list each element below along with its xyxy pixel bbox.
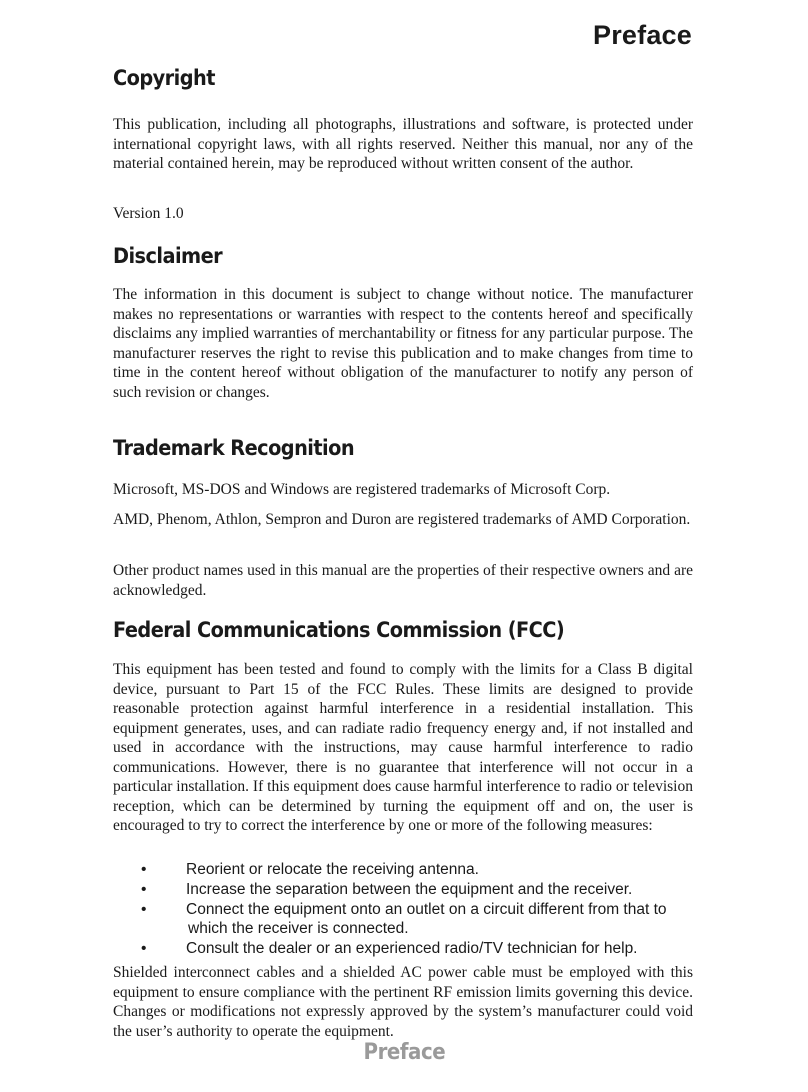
list-item-continuation: which the receiver is connected. [188,920,409,938]
trademark-heading: Trademark Recognition [113,436,355,460]
list-item-text: Reorient or relocate the receiving antenna. [186,861,479,878]
list-item [113,900,698,940]
list-item-text: Consult the dealer or an experienced radio/TV technician for help. [186,940,638,958]
trademark-paragraph-microsoft: Microsoft, MS-DOS and Windows are registered trademarks of Microsoft Corp. [113,481,611,498]
copyright-paragraph: This publication, including all photographs, illustrations and software, is protected under international copyright laws, with all rights reserved. Neither this manual, nor any of the material contained herein, may be reproduced without written consent of the author. [113,116,693,172]
list-item [113,880,698,900]
list-item-text: Connect the equipment onto an outlet on a circuit different from that to [186,900,667,918]
trademark-paragraph-amd: AMD, Phenom, Athlon, Sempron and Duron are registered trademarks of AMD Corporation. [113,511,691,528]
list-item-text: Increase the separation between the equipment and the receiver. [186,880,633,898]
fcc-closing-paragraph: Shielded interconnect cables and a shielded AC power cable must be employed with this equipment to ensure compliance with the pertinent RF emission limits governing this device. Changes or modifications not expressly approved by the system’s manufacturer could void the user’s authority to operate the equipment. [113,964,693,1040]
fcc-heading: Federal Communications Commission (FCC) [113,618,565,642]
list-item [113,939,698,959]
version-text: Version 1.0 [113,205,184,222]
fcc-measures-list [113,860,698,959]
page-footer [0,1040,808,1065]
list-item [113,860,698,880]
disclaimer-paragraph: The information in this document is subject to change without notice. The manufacturer makes no representations or warranties with respect to the contents hereof and specifically disclaims any implied warranties of merchantability or fitness for any particular purpose. The manufacturer reserves the right to revise this publication and to make changes from time to time in the content hereof without obligation of the manufacturer to notify any person of such revision or changes. [113,286,693,401]
copyright-heading: Copyright [113,66,215,90]
bullet-icon: • [141,900,147,918]
running-head: Preface [593,20,692,50]
fcc-paragraph: This equipment has been tested and found to comply with the limits for a Class B digital device, pursuant to Part 15 of the FCC Rules. These limits are designed to provide reasonable protection against harmful interference in a residential installation. This equipment generates, uses, and can radiate radio frequency energy and, if not installed and used in accordance with the instructions, may cause harmful interference to radio communications. However, there is no guarantee that interference will not occur in a particular installation. If this equipment does cause harmful interference to radio or television reception, which can be determined by turning the equipment off and on, the user is encouraged to try to correct the interference by one or more of the following measures: [113,661,693,834]
footer-label: Preface [363,1040,445,1065]
trademark-paragraph-other: Other product names used in this manual are the properties of their respective owners and are acknowledged. [113,562,693,599]
bullet-icon: • [141,940,147,958]
disclaimer-heading: Disclaimer [113,244,223,268]
bullet-icon: • [141,880,147,898]
bullet-icon: • [141,861,147,878]
